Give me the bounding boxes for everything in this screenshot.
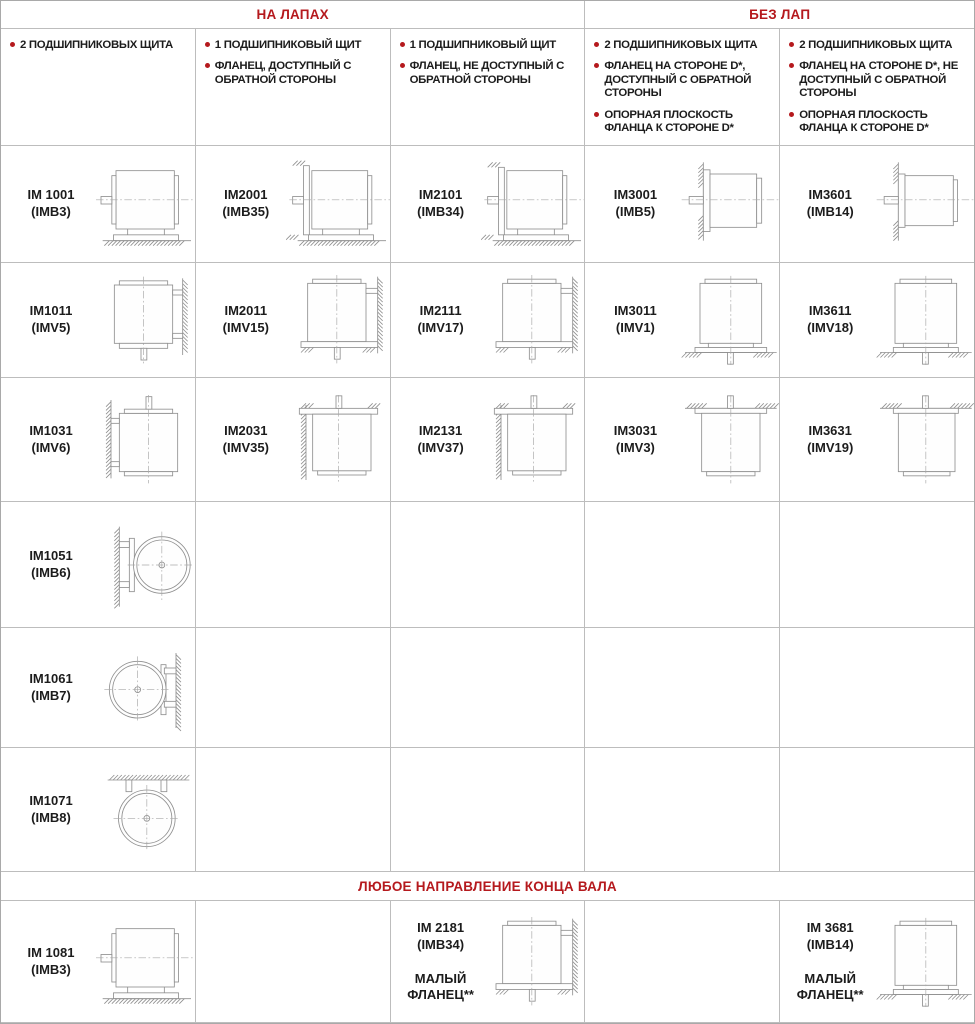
mount-cell-IM3001 xyxy=(585,146,779,262)
mount-label xyxy=(206,187,286,221)
mount-label xyxy=(11,671,91,705)
spec-bullet-text: 1 ПОДШИПНИКОВЫЙ ЩИТ xyxy=(214,39,362,51)
mount-cell-IM1071 xyxy=(1,748,195,871)
im-code: IM2001 xyxy=(224,187,268,203)
mount-label xyxy=(790,423,870,457)
motor-diagram-b3 xyxy=(91,914,195,1010)
empty-cell xyxy=(585,901,779,1022)
motor-diagram-v19 xyxy=(870,392,974,488)
motor-drawing-icon xyxy=(675,156,779,252)
mount-label xyxy=(11,303,91,337)
bullet-icon xyxy=(789,42,794,47)
mount-label xyxy=(401,423,481,457)
im-code: IM3611 xyxy=(808,303,852,319)
motor-diagram-v18 xyxy=(870,272,974,368)
spec-bullet-item xyxy=(789,60,969,100)
im-code: IM1061 xyxy=(29,670,73,686)
mount-label xyxy=(595,423,675,457)
im-code: IM 1001 xyxy=(27,187,75,203)
spec-bullet-item xyxy=(400,60,580,87)
iec-code: (IMV1) xyxy=(615,320,655,335)
empty-cell xyxy=(780,502,974,627)
motor-diagram-v18 xyxy=(870,914,974,1010)
empty-cell xyxy=(391,502,585,627)
mount-cell-IM3031 xyxy=(585,378,779,501)
spec-bullet-item xyxy=(789,109,969,136)
motor-diagram-b35 xyxy=(286,156,390,252)
motor-diagram-v1 xyxy=(675,272,779,368)
group-header-without-feet: БЕЗ ЛАП xyxy=(585,1,974,28)
any-shaft-direction-header: ЛЮБОЕ НАПРАВЛЕНИЕ КОНЦА ВАЛА xyxy=(1,872,974,900)
motor-diagram-v37 xyxy=(481,392,585,488)
mount-label xyxy=(206,423,286,457)
iec-code: (IMV35) xyxy=(222,439,269,455)
mount-label xyxy=(595,187,675,221)
mount-cell-IM1061 xyxy=(1,628,195,747)
spec-bullet-item xyxy=(205,39,385,52)
empty-cell xyxy=(196,901,390,1022)
motor-diagram-b7 xyxy=(91,640,195,736)
mount-label xyxy=(11,945,91,979)
iec-code: (IMB34) xyxy=(417,936,465,952)
motor-diagram-v17 xyxy=(481,272,585,368)
empty-cell xyxy=(391,748,585,871)
empty-cell xyxy=(196,748,390,871)
iec-code: (IMB6) xyxy=(31,564,71,580)
iec-code: (IMB35) xyxy=(222,204,270,219)
iec-code: (IMV37) xyxy=(417,439,464,455)
mount-label xyxy=(595,303,675,337)
empty-cell xyxy=(391,628,585,747)
motor-diagram-v5 xyxy=(91,272,195,368)
bullet-icon xyxy=(400,63,405,68)
bullet-icon xyxy=(594,42,599,47)
motor-drawing-icon xyxy=(91,272,195,368)
im-code: IM2131 xyxy=(418,422,463,438)
motor-diagram-b5 xyxy=(675,156,779,252)
im-code: IM1031 xyxy=(29,422,73,438)
motor-drawing-icon xyxy=(481,392,585,488)
column-spec-cell xyxy=(585,29,779,145)
motor-drawing-icon xyxy=(91,640,195,736)
mount-cell-IM3681 xyxy=(780,901,974,1022)
motor-drawing-icon xyxy=(91,517,195,613)
column-spec-cell xyxy=(391,29,585,145)
column-spec-cell xyxy=(196,29,390,145)
mount-cell-IM3601 xyxy=(780,146,974,262)
mount-label xyxy=(11,793,91,827)
motor-drawing-icon xyxy=(870,914,974,1010)
small-flange-note: МАЛЫЙ ФЛАНЕЦ** xyxy=(796,970,864,1002)
motor-diagram-b34 xyxy=(481,156,585,252)
motor-drawing-icon xyxy=(675,272,779,368)
mount-cell-IM2101 xyxy=(391,146,585,262)
bullet-icon xyxy=(789,112,794,117)
bullet-icon xyxy=(594,63,599,68)
motor-drawing-icon xyxy=(675,392,779,488)
spec-bullet-item xyxy=(594,39,774,52)
iec-code: (IMB14) xyxy=(806,204,854,219)
iec-code: (IMB14) xyxy=(806,936,854,952)
mount-cell-IM2181 xyxy=(391,901,585,1022)
motor-diagram-v15 xyxy=(286,272,390,368)
bullet-icon xyxy=(205,42,210,47)
empty-cell xyxy=(585,628,779,747)
bullet-icon xyxy=(205,63,210,68)
motor-diagram-v35 xyxy=(286,392,390,488)
spec-bullet-item xyxy=(205,60,385,87)
spec-bullet-item xyxy=(789,39,969,52)
mount-cell-IM1031 xyxy=(1,378,195,501)
empty-cell xyxy=(196,628,390,747)
mount-cell-IM3011 xyxy=(585,263,779,377)
motor-diagram-v6 xyxy=(91,392,195,488)
empty-cell xyxy=(780,628,974,747)
motor-drawing-icon xyxy=(286,392,390,488)
im-code: IM 3681 xyxy=(806,919,854,935)
motor-diagram-b8 xyxy=(91,762,195,858)
im-code: IM2111 xyxy=(419,303,462,319)
motor-drawing-icon xyxy=(286,156,390,252)
im-code: IM1071 xyxy=(29,792,73,808)
empty-cell xyxy=(585,502,779,627)
spec-bullet-text: 1 ПОДШИПНИКОВЫЙ ЩИТ xyxy=(409,39,556,51)
mount-cell-IM1001 xyxy=(1,146,195,262)
spec-bullet-text: 2 ПОДШИПНИКОВЫХ ЩИТА xyxy=(799,39,953,51)
mount-label xyxy=(401,303,481,337)
motor-drawing-icon xyxy=(91,914,195,1010)
spec-bullet-text: ОПОРНАЯ ПЛОСКОСТЬ ФЛАНЦА К СТОРОНЕ D* xyxy=(799,108,929,135)
empty-cell xyxy=(196,502,390,627)
bullet-icon xyxy=(789,63,794,68)
mount-label xyxy=(401,187,481,221)
mount-label xyxy=(11,423,91,457)
spec-bullet-text: 2 ПОДШИПНИКОВЫХ ЩИТА xyxy=(604,39,758,51)
spec-bullet-text: ОПОРНАЯ ПЛОСКОСТЬ ФЛАНЦА К СТОРОНЕ D* xyxy=(604,108,734,135)
mount-cell-IM2031 xyxy=(196,378,390,501)
mount-label xyxy=(11,548,91,582)
spec-bullet-item xyxy=(594,60,774,100)
im-code: IM2101 xyxy=(418,187,463,203)
im-code: IM2031 xyxy=(224,422,268,438)
im-code: IM 2181 xyxy=(417,919,465,935)
motor-diagram-v3 xyxy=(675,392,779,488)
spec-bullet-item xyxy=(400,39,580,52)
mount-cell-IM2111 xyxy=(391,263,585,377)
im-code: IM3631 xyxy=(808,422,852,438)
bullet-icon xyxy=(400,42,405,47)
mount-label xyxy=(790,187,870,221)
mount-label xyxy=(401,920,481,1003)
motor-drawing-icon xyxy=(870,156,974,252)
column-spec-cell xyxy=(1,29,195,145)
spec-bullet-text: ФЛАНЕЦ НА СТОРОНЕ D*, НЕ ДОСТУПНЫЙ С ОБРАТНОЙ СТОРОНЫ xyxy=(799,60,959,100)
iec-code: (IMB3) xyxy=(31,961,71,977)
mount-cell-IM1011 xyxy=(1,263,195,377)
mount-cell-IM2001 xyxy=(196,146,390,262)
motor-diagram-v17 xyxy=(481,914,585,1010)
iec-code: (IMV18) xyxy=(807,320,854,335)
im-code: IM2011 xyxy=(224,303,268,319)
motor-drawing-icon xyxy=(481,914,585,1010)
spec-bullet-text: ФЛАНЕЦ, ДОСТУПНЫЙ С ОБРАТНОЙ СТОРОНЫ xyxy=(214,60,352,86)
motor-diagram-b6 xyxy=(91,517,195,613)
motor-diagram-b3 xyxy=(91,156,195,252)
motor-drawing-icon xyxy=(870,392,974,488)
iec-code: (IMV6) xyxy=(31,439,71,455)
mount-label xyxy=(790,920,870,1003)
motor-drawing-icon xyxy=(481,156,585,252)
mount-label xyxy=(11,187,91,221)
spec-bullet-text: 2 ПОДШИПНИКОВЫХ ЩИТА xyxy=(20,39,173,51)
mount-label xyxy=(790,303,870,337)
iec-code: (IMB7) xyxy=(31,687,71,703)
im-code: IM3601 xyxy=(808,187,852,203)
mount-cell-IM1081 xyxy=(1,901,195,1022)
motor-drawing-icon xyxy=(91,392,195,488)
mount-cell-IM1051 xyxy=(1,502,195,627)
im-code: IM1051 xyxy=(29,547,73,563)
spec-bullet-text: ФЛАНЕЦ НА СТОРОНЕ D*, ДОСТУПНЫЙ С ОБРАТНОЙ СТОРОНЫ xyxy=(604,60,752,100)
empty-cell xyxy=(780,748,974,871)
mount-cell-IM2011 xyxy=(196,263,390,377)
motor-diagram-b14 xyxy=(870,156,974,252)
empty-cell xyxy=(585,748,779,871)
iec-code: (IMV19) xyxy=(807,439,854,455)
im-code: IM3031 xyxy=(613,422,658,438)
mount-cell-IM3611 xyxy=(780,263,974,377)
iec-code: (IMB8) xyxy=(31,809,71,825)
spec-bullet-item xyxy=(10,39,190,52)
mount-label xyxy=(206,303,286,337)
im-code: IM1011 xyxy=(29,303,73,319)
bullet-icon xyxy=(594,112,599,117)
iec-code: (IMV15) xyxy=(222,320,269,335)
group-header-on-feet: НА ЛАПАХ xyxy=(1,1,584,28)
iec-code: (IMB3) xyxy=(31,204,71,219)
mount-cell-IM2131 xyxy=(391,378,585,501)
spec-bullet-item xyxy=(594,109,774,136)
motor-drawing-icon xyxy=(91,762,195,858)
iec-code: (IMV3) xyxy=(615,439,655,455)
im-code: IM3001 xyxy=(613,187,658,203)
spec-bullet-text: ФЛАНЕЦ, НЕ ДОСТУПНЫЙ С ОБРАТНОЙ СТОРОНЫ xyxy=(409,60,565,86)
bullet-icon xyxy=(10,42,15,47)
column-spec-cell xyxy=(780,29,974,145)
iec-code: (IMV5) xyxy=(31,320,71,335)
small-flange-note: МАЛЫЙ ФЛАНЕЦ** xyxy=(407,970,474,1002)
im-code: IM3011 xyxy=(614,303,657,319)
im-code: IM 1081 xyxy=(27,944,75,960)
mount-cell-IM3631 xyxy=(780,378,974,501)
motor-drawing-icon xyxy=(870,272,974,368)
iec-code: (IMV17) xyxy=(417,320,464,335)
iec-code: (IMB5) xyxy=(615,204,656,219)
motor-drawing-icon xyxy=(481,272,585,368)
motor-drawing-icon xyxy=(91,156,195,252)
iec-code: (IMB34) xyxy=(417,204,465,219)
motor-drawing-icon xyxy=(286,272,390,368)
